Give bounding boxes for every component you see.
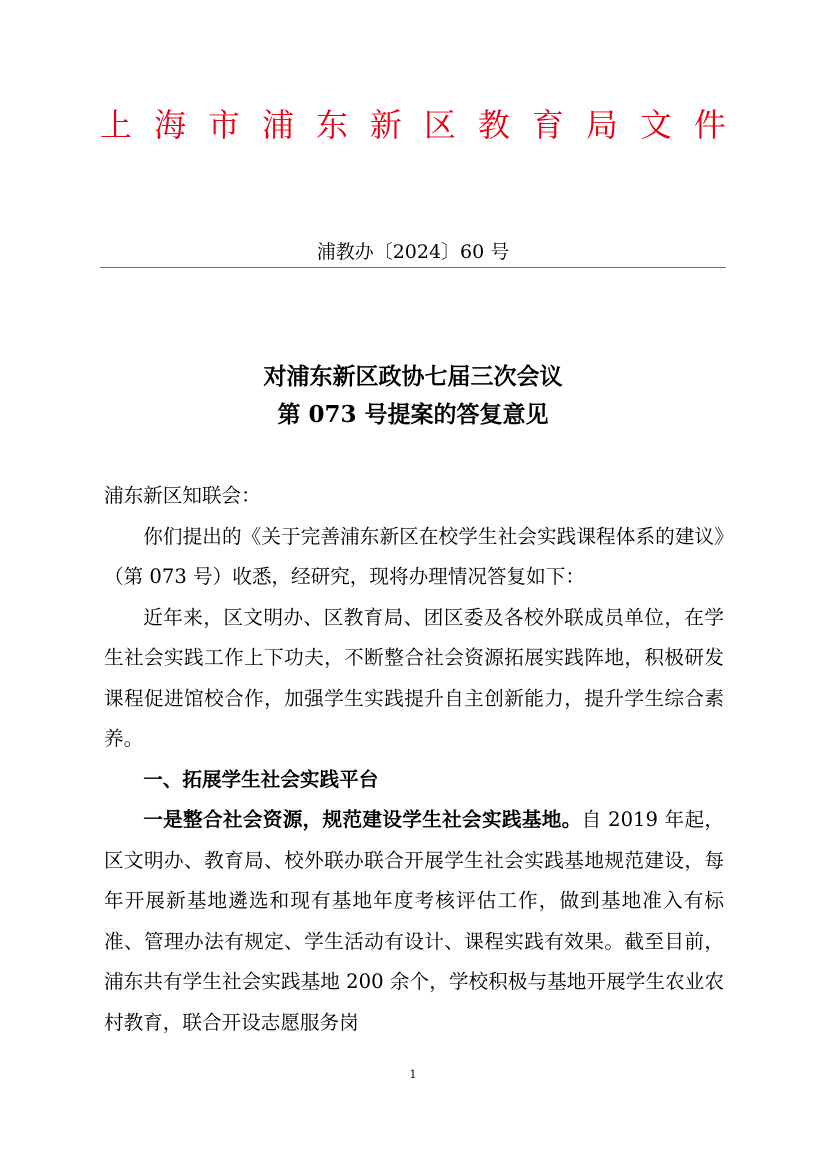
issuer-title-char: 东 xyxy=(315,106,348,144)
document-heading xyxy=(100,358,726,434)
issuer-title-char: 局 xyxy=(585,106,618,144)
document-issuer-title xyxy=(100,100,726,146)
paragraph-lead-sentence: 一是整合社会资源，规范建设学生社会实践基地。 xyxy=(143,808,582,831)
body-paragraph-2: 近年来，区文明办、区教育局、团区委及各校外联成员单位，在学生社会实践工作上下功夫，不断整合社会资源拓展实践阵地，积极研发课程促进馆校合作，加强学生实践提升自主创新能力，提升学生综合素养。 xyxy=(104,605,724,750)
document-body xyxy=(104,476,724,1043)
body-paragraph-1: 你们提出的《关于完善浦东新区在校学生社会实践课程体系的建议》（第 073 号）收悉，经研究，现将办理情况答复如下： xyxy=(104,524,724,588)
issuer-title-char: 育 xyxy=(531,106,564,144)
issuer-title-char: 海 xyxy=(153,106,186,144)
page-number: 1 xyxy=(409,1068,417,1081)
document-number: 浦教办〔2024〕60 号 xyxy=(316,241,510,263)
issuer-title-char: 教 xyxy=(477,106,510,144)
issuer-title-char: 上 xyxy=(100,106,133,144)
salutation: 浦东新区知联会： xyxy=(104,484,261,507)
body-paragraph-3 xyxy=(104,800,724,1043)
document-heading-line-2: 第 073 号提案的答复意见 xyxy=(277,401,549,428)
section-heading-1: 一、拓展学生社会实践平台 xyxy=(143,767,379,791)
issuer-title-char: 区 xyxy=(423,106,456,144)
issuer-title-char: 浦 xyxy=(261,106,294,144)
issuer-title-char: 新 xyxy=(369,106,402,144)
document-heading-line-1: 对浦东新区政协七届三次会议 xyxy=(263,363,563,390)
header-divider xyxy=(100,267,726,268)
issuer-title-char: 件 xyxy=(693,106,726,144)
paragraph-body: 自 2019 年起，区文明办、教育局、校外联办联合开展学生社会实践基地规范建设，每年开展新基地遴选和现有基地年度考核评估工作，做到基地准入有标准、管理办法有规定、学生活动有设计、课程实践有效果。截至目前，浦东共有学生社会实践基地 200 余个，学校积极与基地开展学生农业农村教育，联合开设志愿服务岗 xyxy=(104,808,724,1034)
issuer-title-char: 市 xyxy=(207,106,240,144)
issuer-title-char: 文 xyxy=(639,106,672,144)
